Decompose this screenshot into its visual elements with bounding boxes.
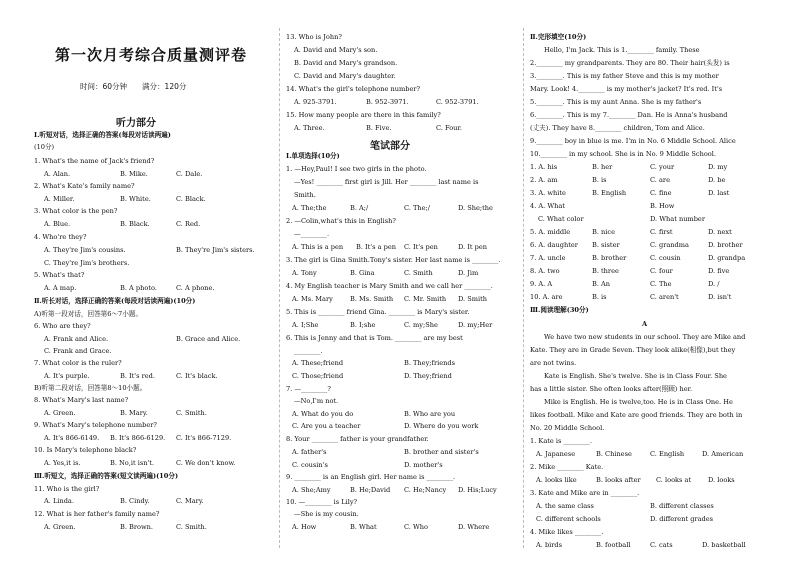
question: 3. What color is the pen? [34,207,118,215]
passage-line: Hello, I'm Jack. This is 1.________ family. These [544,46,700,54]
option: B. 952-3971. [366,98,409,106]
option: B. brother [592,254,627,262]
option: B. different classes [650,502,714,510]
option: A. father's [292,448,327,456]
option: C. cats [650,541,673,549]
option: C. looks at [656,476,692,484]
option: A. David and Mary's son. [294,46,378,54]
question-line: Smith. [294,191,316,199]
option: D. Where do you work [404,422,479,430]
passage-line: has a little sister. She often looks after(照顾) her. [530,385,693,393]
passage-line: 10.________ in my school. She is in No. 9 Middle School. [530,150,716,158]
part-instruction: B)听第二段对话，回答第8～10小题。 [34,384,147,392]
option: C. It's pen [404,243,438,251]
option: C. They're Jim's brothers. [44,259,130,267]
option: D. His;Lucy [458,486,497,494]
passage-line: Mary. Look! 4.________ is my mother's jacket? It's red. It's [530,85,723,93]
passage-line: No. 20 Middle School. [530,424,605,432]
passage-line: 9.________ boy in blue is me. I'm in No. 6 Middle School. Alice [530,137,736,145]
option: 4. A. What [530,202,565,210]
question: 10. —________ is Lily? [286,498,358,506]
option: B. He;David [350,486,391,494]
question: 7. —________? [286,385,331,393]
passage-line: (丈夫). They have 8.________ children, Tom and Alice. [530,124,705,132]
option: A. 925-3791. [294,98,337,106]
section-heading: 听力部分 [116,118,156,129]
option: C. Smith. [176,523,207,531]
option: B. They're Jim's sisters. [176,246,255,254]
option: A. Japanese [536,450,576,458]
passage-line: We have two new students in our school. They are Mike and [544,333,746,341]
option: A. Ms. Mary [292,295,333,303]
question: 4. My English teacher is Mary Smith and we call her ________. [286,282,493,290]
option: C. He;Nancy [404,486,447,494]
option: C. The [650,280,672,288]
option: C. your [650,163,675,171]
option: B. I;she [350,321,376,329]
option: B. They;friends [404,359,455,367]
option: A. These;friend [292,359,344,367]
question: 5. This is ________ friend Gina. ________ is Mary's sister. [286,308,470,316]
passage-line: 6.________. This is my 7.________ Dan. He is Anna's husband [530,111,728,119]
option: D. Jim [458,269,479,277]
option: C. four [650,267,673,275]
option: A. Blue. [44,220,71,228]
option: D. my [708,163,728,171]
option: A. The;the [292,204,327,212]
option: B. her [592,163,613,171]
option: C. cousin [650,254,681,262]
column-divider [279,28,280,548]
option: C. grandma [650,241,689,249]
question: 8. Your ________ father is your grandfather. [286,435,429,443]
option: C. my;She [404,321,438,329]
passage-line: 3.________. This is my father Steve and this is my mother [530,72,719,80]
option: D. last [708,189,730,197]
option: D. / [708,280,720,288]
option: D. Smith [458,295,488,303]
option: C. A phone. [176,284,215,292]
question: 2. What's Kate's family name? [34,182,135,190]
option: C. fine [650,189,672,197]
option: 9. A. A [530,280,553,288]
option: A. How [292,523,317,531]
question-line: —________. [294,230,330,238]
option: B. A photo. [120,284,157,292]
option: C. It's black. [176,372,218,380]
option: D. isn't [708,293,732,301]
option: C. Dale. [176,170,203,178]
option: C. Black. [176,195,206,203]
option: A. looks like [536,476,577,484]
option: 7. A. uncle [530,254,566,262]
option: B. sister [592,241,620,249]
question: 11. Who is the girl? [34,485,100,493]
option: B. Grace and Alice. [176,335,241,343]
option: A. They're Jim's cousins. [44,246,126,254]
option: C. Red. [176,220,201,228]
part-title: Ⅰ.听短对话，选择正确的答案(每段对话读两遍) [34,131,171,139]
question: 7. What color is the ruler? [34,359,122,367]
question: 15. How many people are there in this family? [286,111,441,119]
option: B. A;/ [350,204,369,212]
option: B. is [592,293,607,301]
option: B. White. [120,195,151,203]
question: 4. Mike likes ________. [530,528,604,536]
question: 2. Mike ________ Kate. [530,463,604,471]
option: C. Frank and Grace. [44,347,112,355]
passage-line: 2.________ my grandparents. They are 80. Their hair(头发) is [530,59,730,67]
option: C. first [650,228,673,236]
option: C. Who [404,523,428,531]
option: 5. A. middle [530,228,571,236]
part-instruction: A)听第一段对话，回答第6～7小题。 [34,310,143,318]
option: C. Smith [404,269,433,277]
option: B. Gina [350,269,375,277]
question-line: —She is my cousin. [294,510,359,518]
option: D. my;Her [458,321,493,329]
option: A. Miller. [44,195,75,203]
passage-line: Mike is English. He is twelve,too. He is in Class One. He [544,398,733,406]
option: B. What [350,523,377,531]
option: B. football [596,541,631,549]
option: B. Mary. [120,409,148,417]
passage-line: 5.________. This is my aunt Anna. She is my father's [530,98,702,106]
question: 3. The girl is Gina Smith.Tony's sister. Her last name is ________. [286,256,501,264]
option: B. Five. [366,124,392,132]
option: C. It's 866-7129. [176,434,232,442]
passage-line: are not twins. [530,359,577,367]
option: C. are [650,176,670,184]
option: 1. A. his [530,163,558,171]
option: C. The;/ [404,204,430,212]
option: B. English [592,189,627,197]
option: B. Mike. [120,170,148,178]
question: 6. This is Jenny and that is Tom. ________ are my best [286,334,463,342]
question: 14. What's the girl's telephone number? [286,85,421,93]
option: A. Alan. [44,170,71,178]
option: B. Ms. Smith [350,295,394,303]
option: B. three [592,267,619,275]
option: B. Black. [120,220,150,228]
part-title: Ⅲ.阅读理解(30分) [530,306,589,314]
page-title: 第一次月考综合质量测评卷 [55,46,248,64]
option: A. Yes,it is. [44,459,81,467]
option: B. is [592,176,607,184]
question: 3. Kate and Mike are in ________. [530,489,640,497]
option: A. Linda. [44,497,74,505]
part-title: Ⅰ.单项选择(10分) [286,152,340,160]
option: D. next [708,228,732,236]
question: 2. —Colin,what's this in English? [286,217,396,225]
option: D. They;friend [404,372,452,380]
question: 1. What's the name of Jack's friend? [34,157,155,165]
option: D. Where [458,523,490,531]
option: B. Who are you [404,410,456,418]
option: C. aren't [650,293,679,301]
question: 5. What's that? [34,271,85,279]
option: C. cousin's [292,461,328,469]
option: 2. A. am [530,176,558,184]
question: 1. —Hey,Paul! I see two girls in the photo. [286,165,427,173]
question: 10. Is Mary's telephone black? [34,446,137,454]
option: B. Cindy. [120,497,150,505]
option: B. How [650,202,675,210]
option: C. Those;friend [292,372,344,380]
question: 13. Who is John? [286,33,342,41]
option: C. English [650,450,685,458]
passage-line: Kate is English. She's twelve. She is in Class Four. She [544,372,727,380]
question: 12. What is her father's family name? [34,510,160,518]
option: A. Green. [44,409,76,417]
part-score: (10分) [34,143,55,151]
question: 8. What's Mary's last name? [34,396,129,404]
option: D. mother's [404,461,443,469]
option: C. Mr. Smith [404,295,447,303]
option: B. David and Mary's grandson. [294,59,398,67]
question-line: —Yes! ________ first girl is Jill. Her ________ last name is [294,178,479,186]
question: 9. ________ is an English girl. Her name is ________. [286,473,456,481]
option: C. We don't know. [176,459,236,467]
option: 10. A. are [530,293,563,301]
option: D. basketball [702,541,746,549]
question: 4. Who're they? [34,233,87,241]
option: D. She;the [458,204,493,212]
column-divider [523,28,524,548]
option: B. It's 866-6129. [110,434,166,442]
option: 3. A. white [530,189,566,197]
option: D. looks [708,476,735,484]
option: 6. A. daughter [530,241,578,249]
option: B. An [592,280,611,288]
part-title: Ⅲ.听短文，选择正确的答案(短文读两遍)(10分) [34,472,179,480]
question: 1. Kate is ________. [530,437,592,445]
passage-line: likes football. Mike and Kate are good friends. They are both in [530,411,743,419]
section-heading: 笔试部分 [370,141,410,152]
option: A. She;Amy [292,486,331,494]
option: B. Brown. [120,523,153,531]
question: 6. Who are they? [34,322,91,330]
option: D. What number [650,215,705,223]
option: C. What color [538,215,584,223]
option: B. nice [592,228,615,236]
option: A. birds [536,541,563,549]
question-line: ________. [294,347,323,355]
option: C. Are you a teacher [292,422,361,430]
question-line: —No,I'm not. [294,397,339,405]
option: D. brother [708,241,743,249]
option: D. different grades [650,515,714,523]
option: A. Tony [292,269,317,277]
option: D. be [708,176,726,184]
option: D. American [702,450,744,458]
option: 8. A. two [530,267,560,275]
passage-line: Kate. They are in Grade Seven. They look alike(相像),but they [530,346,736,354]
option: B. It's red. [120,372,155,380]
option: A. Green. [44,523,76,531]
option: D. It pen [458,243,487,251]
option: A. It's 866-6149. [44,434,100,442]
option: C. 952-3791. [436,98,479,106]
option: B. No,it isn't. [110,459,155,467]
option: B. looks after [596,476,641,484]
option: C. Four. [436,124,462,132]
option: C. Smith. [176,409,207,417]
option: A. I;She [292,321,319,329]
option: D. five [708,267,730,275]
option: A. A map. [44,284,77,292]
option: A. Frank and Alice. [44,335,109,343]
option: A. What do you do [292,410,354,418]
option: C. David and Mary's daughter. [294,72,396,80]
option: A. This is a pen [292,243,344,251]
option: C. different schools [536,515,601,523]
part-title: Ⅱ.完形填空(10分) [530,33,587,41]
option: A. the same class [536,502,594,510]
option: A. Three. [294,124,325,132]
part-title: Ⅱ.听长对话，选择正确的答案(每段对话读两遍)(10分) [34,297,196,305]
question: 9. What's Mary's telephone number? [34,421,157,429]
option: B. Chinese [596,450,632,458]
option: A. It's purple. [44,372,90,380]
option: D. grandpa [708,254,746,262]
passage-label: A [642,320,648,328]
option: B. brother and sister's [404,448,479,456]
option: C. Mary. [176,497,204,505]
exam-meta: 时间：60分钟 满分：120分 [80,82,187,91]
option: B. It's a pen [356,243,396,251]
